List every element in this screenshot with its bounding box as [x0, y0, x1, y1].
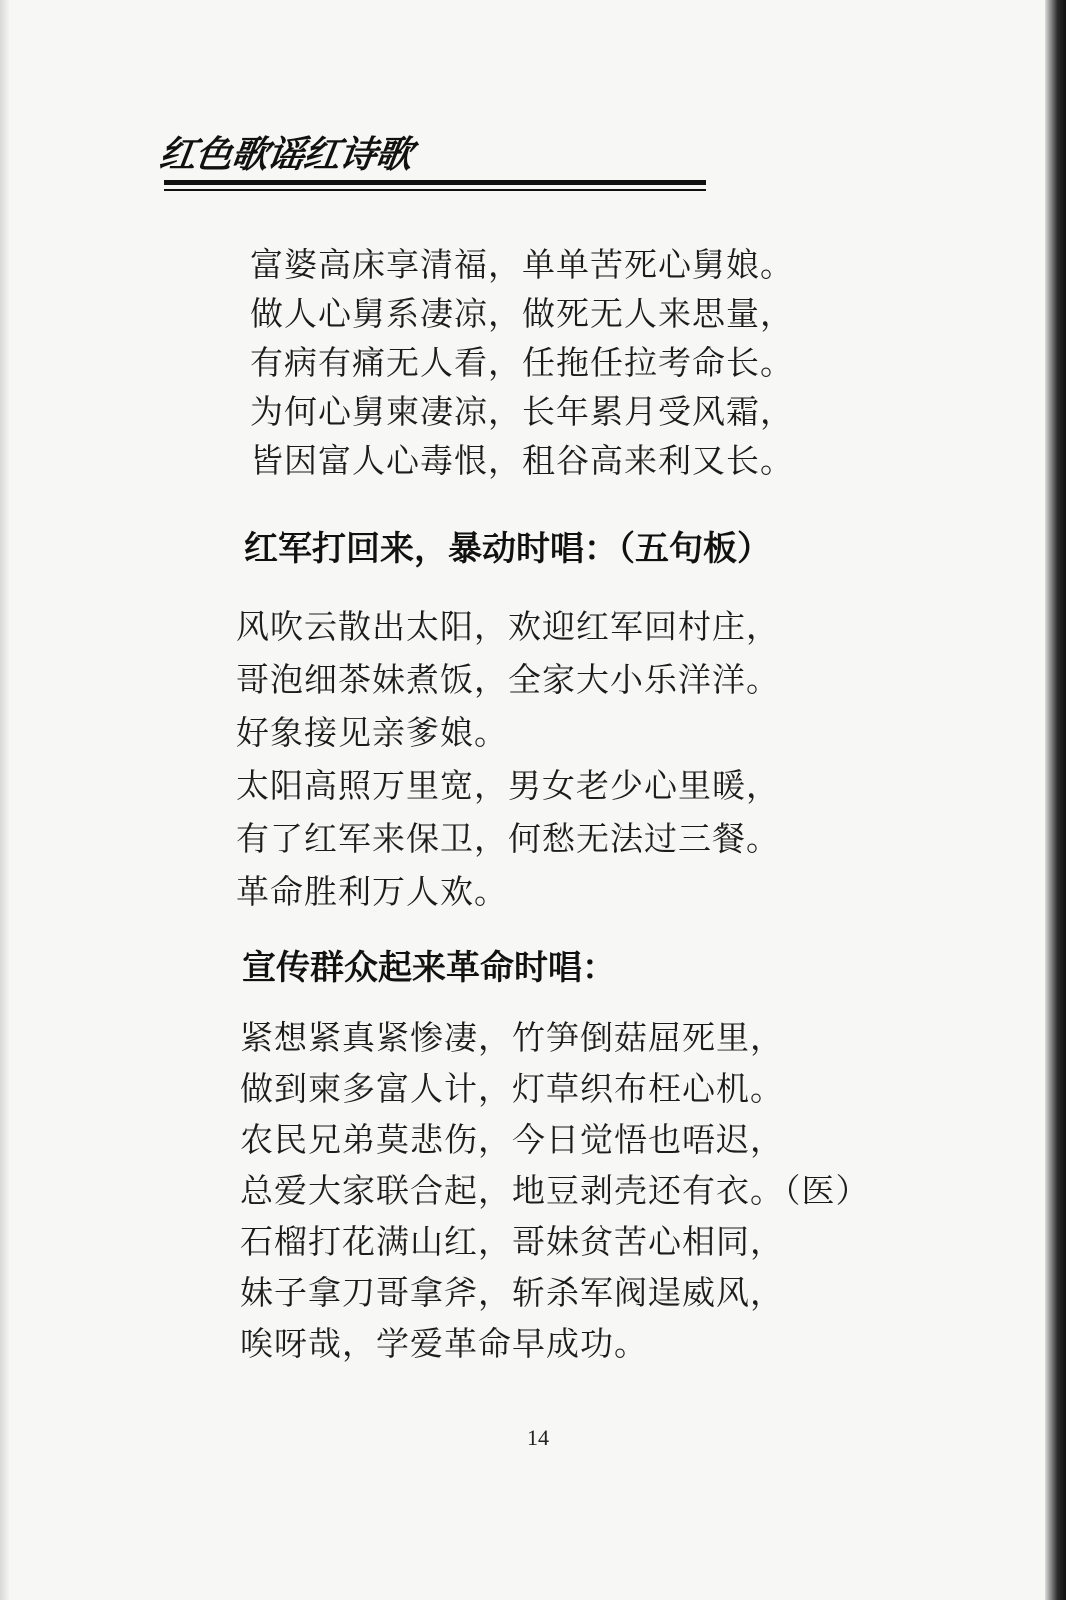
scan-left-edge: [0, 0, 10, 1600]
scan-right-edge: [1045, 0, 1066, 1600]
stanza-1: [250, 240, 794, 485]
header-rule-thick: [164, 180, 706, 185]
verse-line: 有病有痛无人看，任拖任拉考命长。: [250, 343, 794, 382]
header-rule-thin: [164, 189, 706, 191]
verse-line: 有了红军来保卫，何愁无法过三餐。: [236, 819, 780, 858]
page-number: 14: [527, 1425, 549, 1450]
section-heading-red-army: 红军打回来，暴动时唱：（五句板）: [244, 529, 771, 569]
running-head-title: 红色歌谣红诗歌: [156, 132, 415, 176]
verse-line: 为何心舅柬凄凉，长年累月受风霜，: [250, 392, 794, 431]
verse-line: 风吹云散出太阳，欢迎红军回村庄，: [236, 607, 780, 646]
stanza-3: [240, 1012, 870, 1369]
verse-line: 做到柬多富人计，灯草织布枉心机。: [240, 1069, 784, 1108]
verse-line: 皆因富人心毒恨，租谷高来利又长。: [250, 441, 794, 480]
verse-line: 革命胜利万人欢。: [236, 872, 508, 911]
verse-line: 做人心舅系凄凉，做死无人来思量，: [250, 294, 794, 333]
verse-line: 好象接见亲爹娘。: [236, 713, 508, 752]
verse-line: 紧想紧真紧惨凄，竹笋倒菇屈死里，: [240, 1018, 784, 1057]
verse-line: 妹子拿刀哥拿斧，斩杀军阀逞威风，: [240, 1273, 784, 1312]
verse-line: 石榴打花满山红，哥妹贫苦心相同，: [240, 1222, 784, 1261]
verse-line: 总爱大家联合起，地豆剥壳还有衣。（医）: [240, 1171, 870, 1210]
verse-line: 农民兄弟莫悲伤，今日觉悟也唔迟，: [240, 1120, 784, 1159]
verse-line: 哥泡细茶妹煮饭，全家大小乐洋洋。: [236, 660, 780, 699]
section-heading-mobilize: 宣传群众起来革命时唱：: [242, 948, 616, 988]
verse-line: 富婆高床享清福，单单苦死心舅娘。: [250, 245, 794, 284]
verse-line: 太阳高照万里宽，男女老少心里暖，: [236, 766, 780, 805]
stanza-2: [236, 600, 780, 918]
verse-line: 唉呀哉，学爱革命早成功。: [240, 1324, 648, 1363]
